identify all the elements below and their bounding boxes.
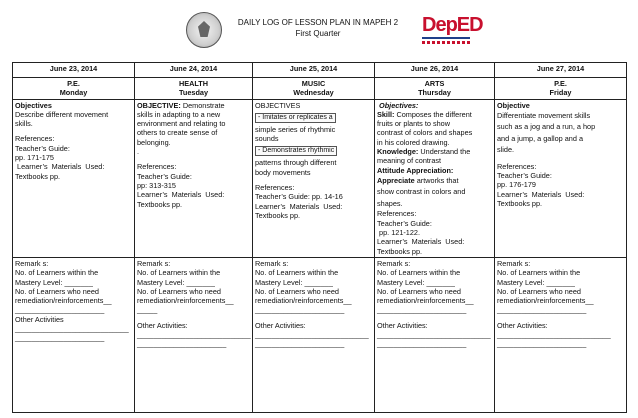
remarks-line: Mastery Level: _______ (137, 277, 215, 287)
references-label: References: (497, 161, 537, 171)
reference-line: Learner’s Materials Used: (137, 190, 225, 200)
objectives-cell-thursday (375, 99, 495, 257)
remarks-line: No. of Learners who need (15, 286, 99, 296)
remarks-line: No. of Learners within the (255, 268, 339, 278)
subject-row (13, 78, 627, 100)
reference-line: Teacher’s Guide: (377, 218, 432, 228)
appreciate-text: artworks that (414, 175, 459, 185)
remarks-line: No. of Learners who need (377, 286, 461, 296)
objective-line: . (137, 147, 140, 157)
subject-name: HEALTH (178, 79, 209, 88)
objective-box: - Demonstrates rhythmic (255, 146, 337, 156)
objectives-cell-tuesday (135, 99, 253, 257)
remarks-line: No. of Learners within the (377, 268, 461, 278)
remarks-line: No. of Learners within the (497, 268, 581, 278)
remarks-line: ______________________ (255, 339, 345, 349)
remarks-line: ______________________ (255, 305, 345, 315)
subject-name: P.E. (67, 79, 80, 88)
document-title: DAILY LOG OF LESSON PLAN IN MAPEH 2 (237, 18, 399, 27)
subject-cell (13, 78, 135, 100)
subject-cell (495, 78, 627, 100)
objective-line: such as a jog and a run, a hop (497, 122, 596, 132)
objective-line: sounds (255, 134, 279, 144)
remarks-line: ______________________ (497, 305, 587, 315)
remarks-line: Remark s: (255, 258, 289, 268)
remarks-line: Other Activities (15, 314, 64, 324)
objective-line: body movements (255, 167, 311, 177)
attitude-label: Attitude Appreciation: (377, 165, 454, 175)
date-row (13, 63, 627, 78)
reference-line: Textbooks pp. (497, 199, 543, 209)
remarks-line: No. of Learners who need (497, 286, 581, 296)
remarks-line: No. of Learners who need (255, 286, 339, 296)
remarks-cell-tuesday (135, 257, 253, 412)
remarks-line: Remark s: (377, 258, 411, 268)
objectives-heading: Objectives (15, 100, 52, 110)
objective-line: belonging. (137, 137, 171, 147)
objective-line: others to create sense of (137, 128, 218, 138)
knowledge-line: meaning of contrast (377, 156, 442, 166)
reference-line: Teacher’s Guide: pp. 14-16 (255, 192, 343, 202)
reference-line: pp. 171-175 (15, 153, 54, 163)
objective-heading-rest: Demonstrate (180, 100, 225, 110)
references-label: References: (137, 162, 177, 172)
remarks-cell-wednesday (253, 257, 375, 412)
date-cell: June 23, 2014 (13, 63, 135, 78)
objective-heading-line (137, 101, 250, 110)
objectives-heading: OBJECTIVE: (137, 100, 181, 110)
appreciate-label: Appreciate (377, 175, 415, 185)
remarks-line: remediation/reinforcements__ (15, 296, 112, 306)
objective-line: patterns through different (255, 158, 337, 168)
remarks-line: Mastery Level: _______ (377, 277, 455, 287)
remarks-line: Mastery Level: _______ (15, 277, 93, 287)
reference-line: Teacher’s Guide: (137, 171, 192, 181)
objective-line: simple series of rhythmic (255, 124, 336, 134)
remarks-line: No. of Learners who need (137, 286, 221, 296)
remarks-line: Other Activities: (497, 320, 548, 330)
remarks-cell-thursday (375, 257, 495, 412)
reference-line: Learner’s Materials Used: (15, 162, 105, 172)
objective-line: slide. (497, 145, 515, 155)
objective-line: skills. (15, 119, 33, 129)
knowledge-text: Understand the (418, 147, 471, 157)
lesson-plan-table (12, 62, 627, 413)
document-subtitle: First Quarter (295, 29, 341, 38)
appreciate-line: show contrast in colors and (377, 187, 466, 197)
reference-line: Textbooks pp. (377, 246, 423, 256)
appreciate-line (377, 175, 492, 187)
remarks-line: ____________________________ (497, 330, 611, 340)
remarks-line: ______________________ (15, 305, 105, 315)
subject-cell (375, 78, 495, 100)
remarks-cell-monday (13, 257, 135, 412)
remarks-line: Mastery Level: _______ (497, 277, 575, 287)
remarks-line: Remark s: (497, 258, 531, 268)
deped-logo-text: DepED (422, 14, 483, 36)
subject-name: ARTS (424, 79, 445, 88)
knowledge-label: Knowledge: (377, 147, 419, 157)
references-label: References: (377, 209, 417, 219)
day-name: Friday (549, 88, 572, 98)
date-cell: June 27, 2014 (495, 63, 627, 78)
objectives-heading: Objectives: (377, 100, 419, 110)
objective-line: Differentiate movement skills (497, 110, 591, 120)
objectives-cell-monday (13, 99, 135, 257)
objective-line: skills in adapting to a new (137, 109, 221, 119)
date-cell: June 24, 2014 (135, 63, 253, 78)
remarks-line: remediation/reinforcements__ (255, 296, 352, 306)
remarks-line: ______________________ (377, 305, 467, 315)
date-cell: June 26, 2014 (375, 63, 495, 78)
remarks-line: No. of Learners within the (137, 268, 221, 278)
skill-line: fruits or plants to show (377, 119, 451, 129)
date-cell: June 25, 2014 (253, 63, 375, 78)
objectives-row (13, 99, 627, 257)
reference-line: Learner’s Materials Used: (497, 189, 585, 199)
title-block (228, 17, 408, 39)
reference-line: Teacher’s Guide: (15, 143, 70, 153)
subject-cell (253, 78, 375, 100)
remarks-line: remediation/reinforcements__ (497, 296, 594, 306)
reference-line: Teacher’s Guide: (497, 171, 552, 181)
remarks-line: remediation/reinforcements__ (137, 296, 234, 306)
day-name: Monday (59, 88, 88, 98)
objective-box: - Imitates or replicates a (255, 113, 336, 123)
remarks-line: ____________________________ (137, 330, 251, 340)
reference-line: Textbooks pp. (255, 210, 301, 220)
reference-line: Textbooks pp. (15, 171, 61, 181)
objective-line: and a jump, a gallop and a (497, 133, 584, 143)
skill-label: Skill: (377, 109, 395, 119)
remarks-line: ____________________________ (377, 330, 491, 340)
appreciate-line: shapes. (377, 198, 403, 208)
remarks-line: Mastery Level: _______ (255, 277, 333, 287)
remarks-line: ______________________ (15, 333, 105, 343)
objectives-cell-friday (495, 99, 627, 257)
reference-line: pp. 121-122. (377, 228, 421, 238)
day-name: Wednesday (293, 88, 334, 98)
remarks-line: ______________________ (137, 339, 227, 349)
day-name: Tuesday (178, 88, 209, 98)
day-name: Thursday (418, 88, 451, 98)
remarks-line: _____ (137, 305, 158, 315)
knowledge-line (377, 147, 492, 156)
remarks-line: ______________________ (377, 339, 467, 349)
page-header (0, 0, 638, 58)
remarks-line: Remark s: (15, 258, 49, 268)
remarks-line: Other Activities: (377, 320, 428, 330)
remarks-line: ____________________________ (255, 330, 369, 340)
references-label: References: (15, 134, 55, 144)
logo-stripe (422, 41, 470, 44)
remarks-line: No. of Learners within the (15, 268, 99, 278)
remarks-line: Other Activities: (255, 320, 306, 330)
remarks-cell-friday (495, 257, 627, 412)
reference-line: pp: 313-315 (137, 180, 176, 190)
deped-seal-icon (186, 12, 222, 48)
reference-line: Learner’s Materials Used: (255, 201, 343, 211)
remarks-line: Other Activities: (137, 320, 188, 330)
skill-line (377, 110, 492, 119)
reference-line: Textbooks pp. (137, 199, 183, 209)
deped-logo (416, 11, 483, 49)
objectives-heading: Objective (497, 100, 530, 110)
remarks-line: ____________________________ (15, 324, 129, 334)
remarks-row (13, 257, 627, 412)
references-label: References: (255, 183, 295, 193)
objective-line: Describe different movement (15, 109, 109, 119)
remarks-line: Remark s: (137, 258, 171, 268)
remarks-line: ______________________ (497, 339, 587, 349)
skill-line: contrast of colors and shapes (377, 128, 473, 138)
subject-name: P.E. (554, 79, 567, 88)
remarks-line: remediation/reinforcements__ (377, 296, 474, 306)
skill-text: Composes the different (394, 109, 472, 119)
objective-line: environment and relating to (137, 119, 226, 129)
objectives-heading: OBJECTIVES (255, 100, 301, 110)
subject-cell (135, 78, 253, 100)
skill-line: in his colored drawing. (377, 137, 450, 147)
subject-name: MUSIC (301, 79, 326, 88)
reference-line: pp. 176-179 (497, 180, 536, 190)
reference-line: Learner’s Materials Used: (377, 237, 465, 247)
objectives-cell-wednesday (253, 99, 375, 257)
logo-bar (422, 37, 470, 39)
